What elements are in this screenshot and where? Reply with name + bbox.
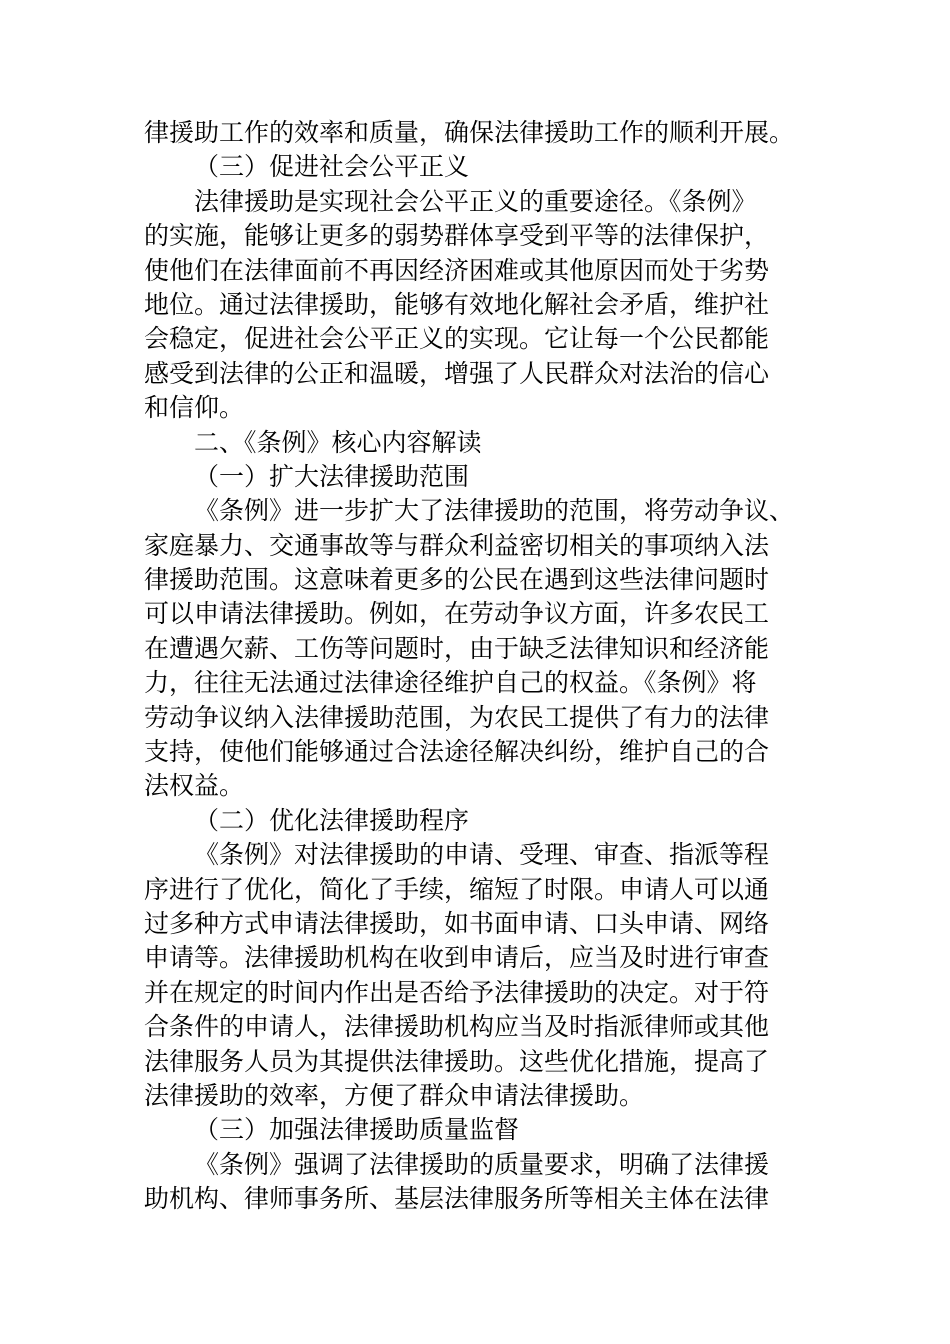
paragraph-line: 过多种方式申请法律援助，如书面申请、口头申请、网络 [144,908,770,938]
paragraph-line: 律援助范围。这意味着更多的公民在遇到这些法律问题时 [144,565,770,595]
paragraph-line: 《条例》强调了法律援助的质量要求，明确了法律援 [194,1149,770,1179]
paragraph-line: 法律服务人员为其提供法律援助。这些优化措施，提高了 [144,1046,770,1076]
paragraph-line: 合条件的申请人，法律援助机构应当及时指派律师或其他 [144,1012,770,1042]
paragraph-line: 使他们在法律面前不再因经济困难或其他原因而处于劣势 [144,255,770,285]
paragraph-line: 会稳定，促进社会公平正义的实现。它让每一个公民都能 [144,324,770,354]
paragraph-line: 《条例》对法律援助的申请、受理、审查、指派等程 [194,840,770,870]
paragraph-line: 申请等。法律援助机构在收到申请后，应当及时进行审查 [144,943,770,973]
paragraph-line: 《条例》进一步扩大了法律援助的范围，将劳动争议、 [194,496,795,526]
paragraph-line: 和信仰。 [144,393,245,423]
paragraph-line: 法律援助是实现社会公平正义的重要途径。《条例》 [194,186,757,216]
paragraph-line: 序进行了优化，简化了手续，缩短了时限。申请人可以通 [144,874,770,904]
document-body [144,116,814,1217]
paragraph-line: 并在规定的时间内作出是否给予法律援助的决定。对于符 [144,977,770,1007]
section-heading: （三）促进社会公平正义 [194,152,470,182]
paragraph-line: 助机构、律师事务所、基层法律服务所等相关主体在法律 [144,1184,770,1214]
paragraph-line: 的实施，能够让更多的弱势群体享受到平等的法律保护， [144,221,770,251]
section-heading: 二、《条例》核心内容解读 [194,427,482,457]
section-heading: （二）优化法律援助程序 [194,805,470,835]
paragraph-line: 地位。通过法律援助，能够有效地化解社会矛盾，维护社 [144,289,770,319]
paragraph-line: 劳动争议纳入法律援助范围，为农民工提供了有力的法律 [144,702,770,732]
paragraph-line: 支持，使他们能够通过合法途径解决纠纷，维护自己的合 [144,737,770,767]
paragraph-line: 在遭遇欠薪、工伤等问题时，由于缺乏法律知识和经济能 [144,633,770,663]
paragraph-line: 律援助工作的效率和质量，确保法律援助工作的顺利开展。 [144,118,795,147]
paragraph-line: 法律援助的效率，方便了群众申请法律援助。 [144,1080,645,1110]
paragraph-line: 感受到法律的公正和温暖，增强了人民群众对法治的信心 [144,358,770,388]
paragraph-line: 可以申请法律援助。例如，在劳动争议方面，许多农民工 [144,599,770,629]
paragraph-line: 法权益。 [144,771,245,801]
paragraph-line: 力，往往无法通过法律途径维护自己的权益。《条例》将 [144,668,757,698]
section-heading: （一）扩大法律援助范围 [194,461,470,491]
section-heading: （三）加强法律援助质量监督 [194,1115,520,1145]
paragraph-line: 家庭暴力、交通事故等与群众利益密切相关的事项纳入法 [144,530,770,560]
